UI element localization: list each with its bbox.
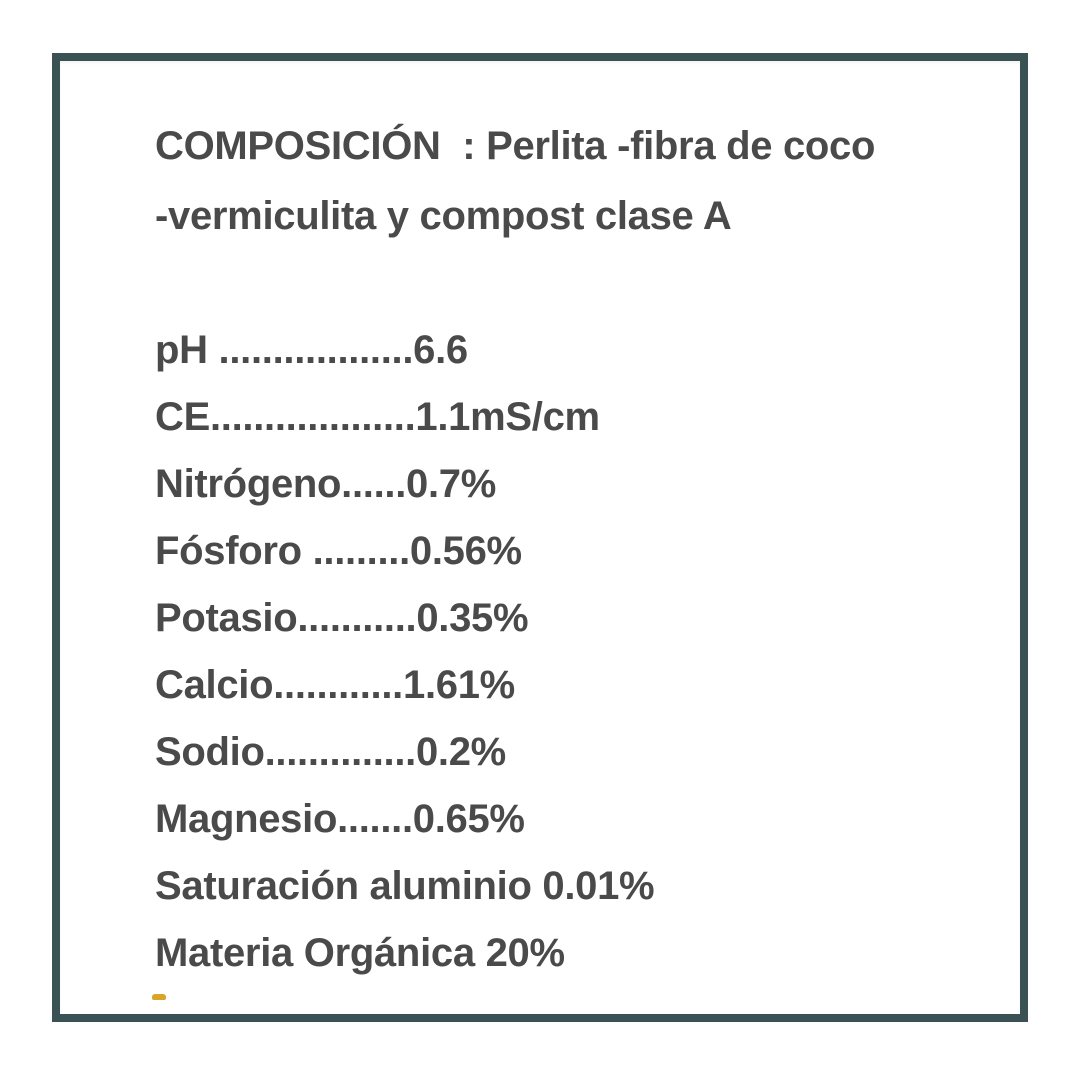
composition-row-sodio: Sodio..............0.2% — [155, 730, 506, 774]
composition-row-potasio: Potasio...........0.35% — [155, 596, 529, 640]
composition-row-nitrogeno: Nitrógeno......0.7% — [155, 462, 497, 506]
stray-orange-mark — [152, 994, 166, 1000]
composition-title-line-1: COMPOSICIÓN : Perlita -fibra de coco — [155, 124, 876, 168]
composition-title — [155, 111, 990, 251]
composition-row-materia-organica: Materia Orgánica 20% — [155, 931, 565, 975]
composition-row-ph: pH ..................6.6 — [155, 328, 468, 372]
composition-row-calcio: Calcio............1.61% — [155, 663, 515, 707]
composition-title-line-2: -vermiculita y compost clase A — [155, 194, 732, 238]
composition-row-ce: CE...................1.1mS/cm — [155, 395, 600, 439]
composition-list — [155, 317, 990, 987]
composition-row-saturacion-aluminio: Saturación aluminio 0.01% — [155, 864, 655, 908]
composition-label-frame — [52, 53, 1028, 1022]
label-content — [60, 61, 1020, 987]
composition-row-magnesio: Magnesio.......0.65% — [155, 797, 525, 841]
composition-row-fosforo: Fósforo .........0.56% — [155, 529, 522, 573]
